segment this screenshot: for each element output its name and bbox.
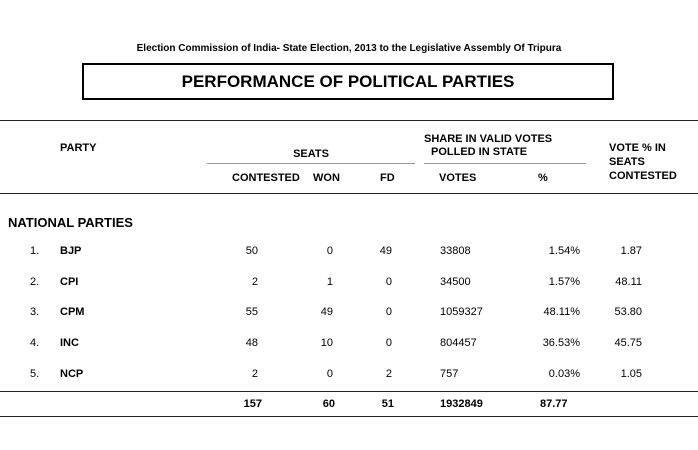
row-contested: 2: [251, 368, 258, 380]
row-number: 2.: [30, 276, 40, 288]
row-vote-pct: 1.05: [620, 368, 642, 380]
row-party: BJP: [60, 245, 82, 257]
row-percent: 1.57%: [548, 276, 580, 288]
header-bottom-rule: [0, 193, 698, 194]
row-contested: 2: [251, 276, 258, 288]
row-won: 10: [320, 337, 333, 349]
row-vote-pct: 1.87: [620, 245, 642, 257]
total-percent: 87.77: [540, 398, 568, 410]
total-won: 60: [322, 398, 335, 410]
header-vote-pct-line1: VOTE % IN: [609, 142, 666, 154]
share-divider: [424, 163, 586, 164]
header-seats: SEATS: [293, 148, 329, 160]
row-fd: 0: [385, 276, 392, 288]
row-votes: 804457: [440, 337, 477, 349]
table-row: [0, 276, 698, 289]
header-contested: CONTESTED: [232, 172, 300, 184]
row-fd: 0: [385, 337, 392, 349]
row-percent: 1.54%: [548, 245, 580, 257]
row-percent: 36.53%: [542, 337, 580, 349]
total-votes: 1932849: [440, 398, 483, 410]
total-fd: 51: [381, 398, 394, 410]
row-party: NCP: [60, 368, 84, 380]
section-national-parties: NATIONAL PARTIES: [8, 215, 133, 230]
row-votes: 757: [440, 368, 459, 380]
row-fd: 49: [379, 245, 392, 257]
row-number: 4.: [30, 337, 40, 349]
document-subtitle: Election Commission of India- State Election, 2013 to the Legislative Assembly Of Tripura: [136, 43, 562, 54]
totals-row: [0, 398, 698, 411]
row-number: 5.: [30, 368, 40, 380]
row-vote-pct: 48.11: [615, 276, 642, 288]
header-share-line2: POLLED IN STATE: [431, 146, 528, 158]
row-won: 49: [320, 306, 333, 318]
table-row: [0, 245, 698, 258]
header-won: WON: [313, 172, 340, 184]
row-number: 1.: [30, 245, 40, 257]
table-row: [0, 306, 698, 319]
row-fd: 0: [385, 306, 392, 318]
header-vote-pct-line2: SEATS: [609, 156, 645, 168]
row-percent: 0.03%: [548, 368, 580, 380]
totals-top-rule: [0, 391, 698, 392]
document-title: PERFORMANCE OF POLITICAL PARTIES: [82, 63, 614, 100]
row-vote-pct: 53.80: [614, 306, 642, 318]
row-party: CPI: [60, 276, 79, 288]
row-percent: 48.11%: [543, 306, 580, 318]
header-percent: %: [538, 172, 548, 184]
row-won: 0: [326, 368, 333, 380]
row-won: 1: [326, 276, 333, 288]
header-vote-pct-line3: CONTESTED: [609, 170, 677, 182]
header-fd: FD: [380, 172, 395, 184]
table-row: [0, 368, 698, 381]
row-party: CPM: [60, 306, 85, 318]
row-vote-pct: 45.75: [614, 337, 642, 349]
row-votes: 1059327: [440, 306, 483, 318]
row-number: 3.: [30, 306, 40, 318]
header-share-line1: SHARE IN VALID VOTES: [424, 133, 553, 145]
row-contested: 55: [245, 306, 258, 318]
header-party: PARTY: [60, 142, 97, 154]
row-votes: 33808: [440, 245, 471, 257]
row-votes: 34500: [440, 276, 471, 288]
row-party: INC: [60, 337, 79, 349]
table-row: [0, 337, 698, 350]
header-votes: VOTES: [439, 172, 477, 184]
totals-bottom-rule: [0, 416, 698, 417]
row-fd: 2: [385, 368, 392, 380]
row-won: 0: [326, 245, 333, 257]
header-top-rule: [0, 120, 698, 121]
row-contested: 48: [245, 337, 258, 349]
row-contested: 50: [245, 245, 258, 257]
total-contested: 157: [243, 398, 262, 410]
seats-divider: [207, 163, 415, 164]
